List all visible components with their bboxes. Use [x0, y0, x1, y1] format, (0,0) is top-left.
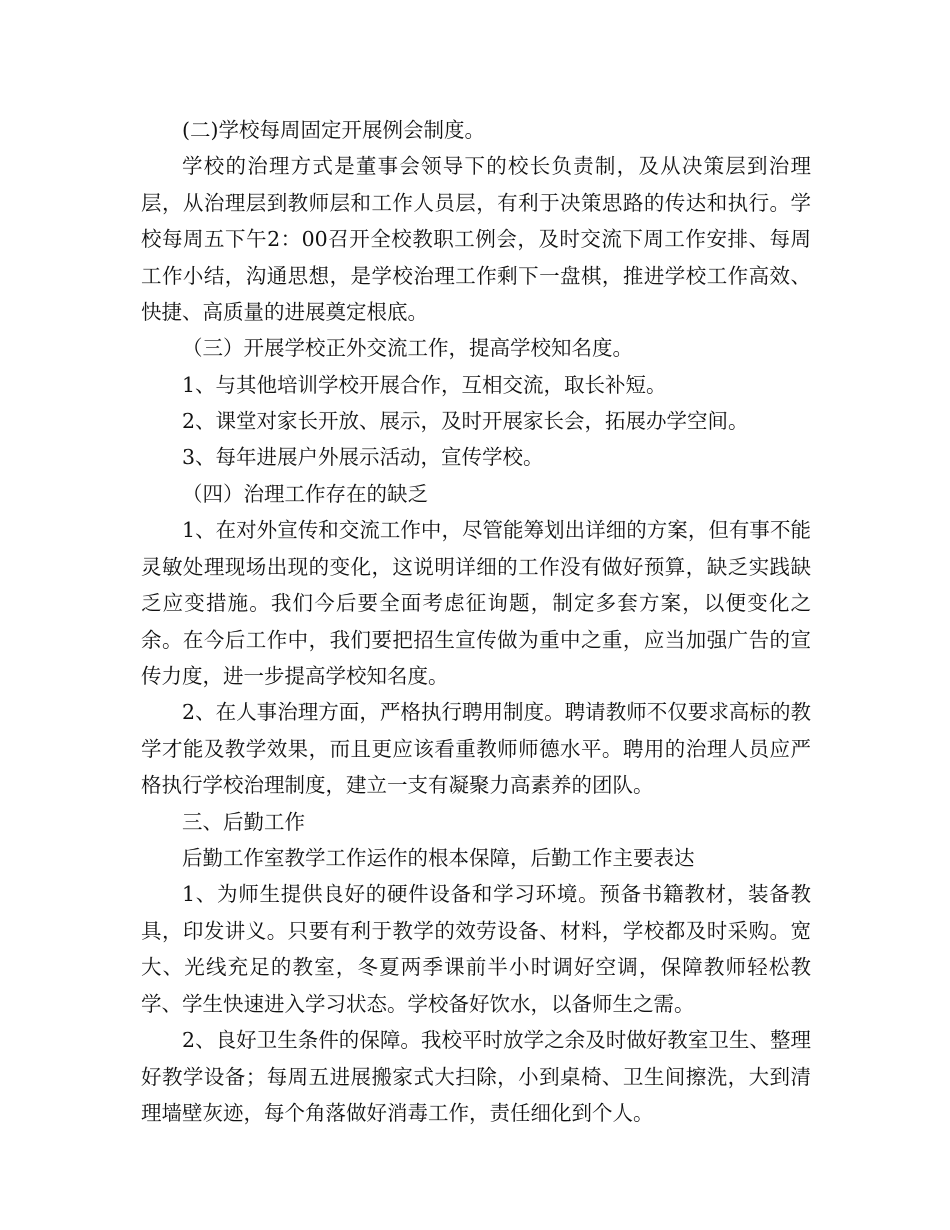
paragraph-hardware-environment: 1、为师生提供良好的硬件设备和学习环境。预备书籍教材，装备教具，印发讲义。只要有利于教学的效劳设备、材料，学校都及时采购。宽大、光线充足的教室，冬夏两季课前半小时调好空调，保障教师轻松教学、学生快速进入学习状态。学校备好饮水，以备师生之需。: [141, 882, 811, 1016]
paragraph-hygiene: 2、良好卫生条件的保障。我校平时放学之余及时做好教室卫生、整理好教学设备；每周五进展搬家式大扫除，小到桌椅、卫生间擦洗，大到清理墙壁灰迹，每个角落做好消毒工作，责任细化到个人。: [141, 1028, 811, 1126]
paragraph-governance: 学校的治理方式是董事会领导下的校长负责制，及从决策层到治理层，从治理层到教师层和工作人员层，有利于决策思路的传达和执行。学校每周五下午2：00召开全校教职工例会，及时交流下周工作安排、每周工作小结，沟通思想，是学校治理工作剩下一盘棋，推进学校工作高效、快捷、高质量的进展奠定根底。: [141, 154, 811, 325]
list-item-outdoor-activities: 3、每年进展户外展示活动，宣传学校。: [182, 445, 544, 469]
paragraph-logistics-intro: 后勤工作室教学工作运作的根本保障，后勤工作主要表达: [182, 846, 695, 870]
paragraph-personnel-management: 2、在人事治理方面，严格执行聘用制度。聘请教师不仅要求高标的教学才能及教学效果，而且更应该看重教师师德水平。聘用的治理人员应严格执行学校治理制度，建立一支有凝聚力高素养的团队。: [141, 700, 811, 798]
list-item-open-classroom: 2、课堂对家长开放、展示，及时开展家长会，拓展办学空间。: [182, 409, 749, 433]
section-heading-external-exchange: （三）开展学校正外交流工作，提高学校知名度。: [182, 336, 633, 360]
section-heading-weekly-meeting: (二)学校每周固定开展例会制度。: [182, 118, 485, 142]
section-heading-logistics: 三、后勤工作: [182, 810, 305, 834]
list-item-cooperation: 1、与其他培训学校开展合作，互相交流，取长补短。: [182, 373, 667, 397]
section-heading-shortcomings: （四）治理工作存在的缺乏: [182, 482, 428, 506]
paragraph-publicity-shortcomings: 1、在对外宣传和交流工作中，尽管能筹划出详细的方案，但有事不能灵敏处理现场出现的变化，这说明详细的工作没有做好预算，缺乏实践缺乏应变措施。我们今后要全面考虑征询题，制定多套方案，以便变化之余。在今后工作中，我们要把招生宣传做为重中之重，应当加强广告的宣传力度，进一步提高学校知名度。: [141, 518, 811, 689]
